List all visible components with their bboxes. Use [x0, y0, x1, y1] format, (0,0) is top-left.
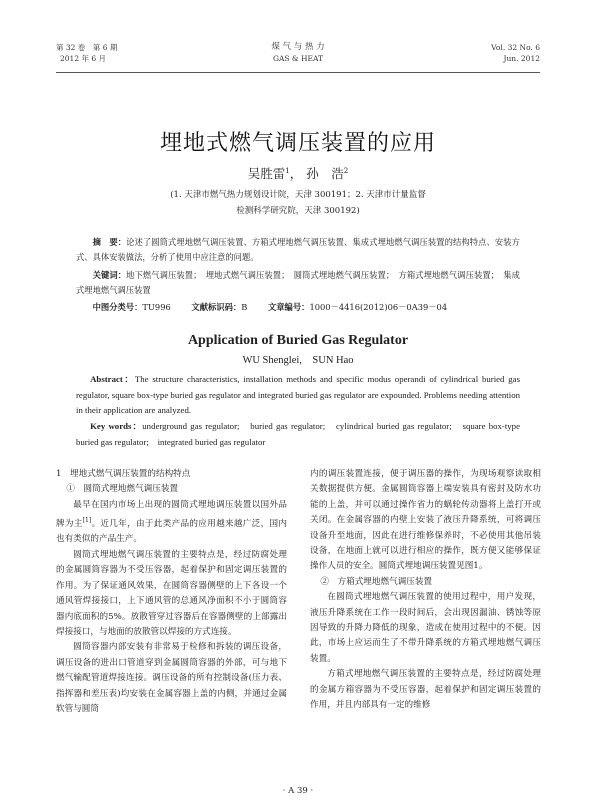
- citation-ref: [1]: [82, 517, 92, 525]
- volume-en: Vol. 32 No. 6: [491, 43, 540, 52]
- header-center: [56, 42, 540, 64]
- body-column-left: [56, 467, 287, 717]
- keywords-en-text: underground gas regulator; buried gas regulator; cylindrical buried gas regulator; square box-type buried gas regulator; integrated buried gas regulator: [76, 421, 520, 447]
- subsection-heading-1: ① 圆筒式埋地燃气调压装置: [66, 484, 179, 495]
- clc-label: 中图分类号：: [92, 302, 143, 312]
- affiliations: [0, 187, 596, 219]
- paragraph: 内的调压装置连接，便于调压器的操作，为现场观察读取相关数据提供方便。金属圆筒容器上端安装具有密封及防水功能的上盖，并可以通过操作省力的蜗轮传动器将上盖打开或关闭。在金属容器的内壁上安装了液压升降系统，可将调压设备升至地面，因此在进行维修保养时，不必使用其他吊装设备，在地面上就可以进行相应的操作，既方便又能够保证操作人员的安全。圆筒式埋地调压装置见图1。: [310, 469, 541, 572]
- abstract-en: [76, 372, 520, 419]
- volume-cn: 第 32 卷 第 6 期: [56, 43, 118, 52]
- header-rule: [56, 72, 540, 73]
- affiliation-line-2: 检测科学研究院，天津 300192): [236, 206, 360, 216]
- abstract-en-text: The structure characteristics, installation methods and specific modus operandi of cylindrical buried gas regulator, square box-type buried gas regulator and integrated buried gas regulator are expounded. Problems needing attention in their application are analyzed.: [76, 374, 520, 415]
- keywords-cn: [76, 268, 520, 298]
- abstract-en-label: Abstract：: [90, 374, 135, 384]
- paper-title: 埋地式燃气调压装置的应用: [159, 131, 436, 156]
- affiliation-line-1: (1. 天津市燃气热力规划设计院，天津 300191；2. 天津市计量监督: [170, 190, 426, 200]
- paragraph: 圆筒容器内部安装有非常易于检修和拆装的调压设备，调压设备的进出口管道穿到金属圆筒容器的外部，可与地下燃气输配管道焊接连接。调压设备的所有控制设备(压力表、指挥器和差压表)均安装在金属容器上盖的内侧，并通过金属软管与圆筒: [56, 642, 287, 714]
- page-number: · A 39 ·: [282, 786, 314, 796]
- paragraph: 在圆筒式埋地燃气调压装置的使用过程中，用户发现，液压升降系统在工作一段时间后，会出现因漏油、锈蚀等原因导致的升降力降低的现象，造成在使用过程中的不便。因此，市场上应运而生了不带升降系统的方箱式埋地燃气调压装置。: [310, 592, 541, 664]
- subsection-heading-2: ② 方箱式埋地燃气调压装置: [320, 576, 433, 587]
- english-title: Application of Buried Gas Regulator: [187, 333, 409, 348]
- author-2-affil-mark: 2: [343, 166, 349, 175]
- journal-name-en: GAS & HEAT: [272, 54, 323, 63]
- author-2: 孙 浩: [306, 166, 344, 181]
- date-cn: 2012 年 6 月: [60, 54, 107, 63]
- doc-code-value: B: [241, 302, 248, 312]
- paragraph-text: 最早在国内市场上出现的圆筒式埋地调压装置以国外品牌为主: [56, 499, 287, 530]
- english-authors: WU Shenglei, SUN Hao: [242, 355, 354, 366]
- clc-value: TU996: [142, 302, 171, 312]
- paragraph: 圆筒式埋地燃气调压装置的主要特点是，经过防腐处理的金属圆筒容器为不受压容器，起着保护和固定调压装置的作用。为了保证通风效果，在圆筒容器侧壁的上下各设一个通风管焊接接口，上下通风管的总通风净面积不小于圆筒容器内底面积的5%。放散管穿过容器后在容器侧壁的上部露出焊接接口，与地面的放散管以焊接的方式连接。: [56, 549, 287, 637]
- abstract-cn-label: 摘 要：: [92, 237, 127, 247]
- date-en: Jun. 2012: [503, 54, 540, 63]
- classification-line: [76, 300, 520, 315]
- journal-name-cn: 煤 气 与 热 力: [271, 42, 325, 52]
- section-heading-1: 1 埋地式燃气调压装置的结构特点: [56, 469, 191, 479]
- author-1: 吴胜雷: [247, 166, 286, 181]
- paragraph-text: 。近几年，由于此类产品的应用越来越广泛，国内也有类似的产品生产。: [56, 519, 287, 545]
- header-right: [491, 42, 540, 64]
- keywords-en-label: Key words：: [90, 421, 143, 431]
- paragraph: [56, 498, 287, 548]
- keywords-cn-label: 关键词：: [92, 270, 127, 280]
- body-column-right: [310, 467, 541, 714]
- keywords-en: [76, 419, 520, 450]
- abstract-cn: [76, 235, 520, 265]
- paragraph: 方箱式埋地燃气调压装置的主要特点是，经过防腐处理的金属方箱容器为不受压容器，起着保护和固定调压装置的作用，并且内部具有一定的维修: [310, 669, 541, 711]
- doc-code-label: 文献标识码：: [191, 302, 242, 312]
- author-line: [0, 164, 596, 182]
- running-header: [56, 42, 540, 72]
- keywords-cn-text: 地下燃气调压装置； 埋地式燃气调压装置； 圆筒式埋地燃气调压装置； 方箱式埋地燃气调压装置； 集成式埋地燃气调压装置: [76, 270, 520, 295]
- author-separator: ，: [289, 166, 303, 181]
- article-number-value: 1000－4416(2012)06－0A39－04: [309, 302, 448, 312]
- article-number-label: 文章编号：: [267, 302, 310, 312]
- abstract-cn-text: 论述了圆筒式埋地燃气调压装置、方箱式埋地燃气调压装置、集成式埋地燃气调压装置的结构特点、安装方式、具体安装做法，分析了使用中应注意的问题。: [76, 237, 520, 262]
- author-1-affil-mark: 1: [285, 166, 290, 175]
